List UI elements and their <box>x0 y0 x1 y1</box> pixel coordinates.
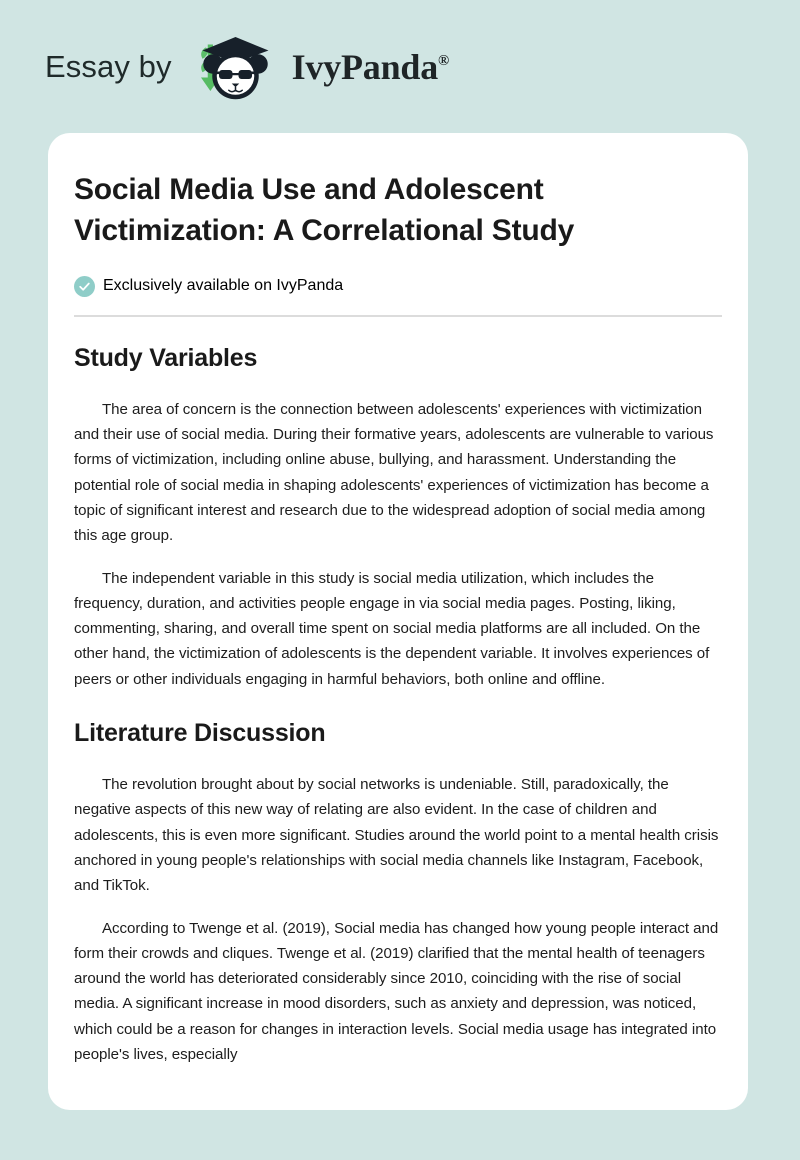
brand-name-text: IvyPanda <box>291 46 439 87</box>
essay-card <box>48 133 748 1110</box>
paragraph: According to Twenge et al. (2019), Social media has changed how young people interact and form their crowds and cliques. Twenge et al. (2019) clarified that the mental health of teenagers around the world has deteriorated considerably since 2010, coinciding with the rise of social media. A significant increase in mood disorders, such as anxiety and depression, was noticed, which could be a reason for changes in interaction levels. Social media usage has integrated into people's lives, especially <box>74 919 719 1064</box>
panda-graduate-logo-icon <box>188 31 280 103</box>
paragraph: The area of concern is the connection between adolescents' experiences with victimization and their use of social media. During their formative years, adolescents are vulnerable to various forms of victimization, including online abuse, bullying, and harassment. Understanding the potential role of social media in shaping adolescents' experiences of victimization has become a topic of significant interest and research due to the widespread adoption of social media among this age group. <box>74 400 714 545</box>
title-divider <box>74 315 722 317</box>
status-badge-label: Exclusively available on IvyPanda <box>103 277 344 295</box>
ivypanda-wordmark <box>291 46 450 87</box>
page-title: Social Media Use and Adolescent Victimization: A Correlational Study <box>74 173 575 248</box>
essay-by-label: Essay by <box>45 49 172 84</box>
site-header <box>0 0 800 133</box>
paragraph: The independent variable in this study is social media utilization, which includes the frequency, duration, and activities people engage in via social media pages. Posting, liking, commenting, sharing, and overall time spent on social media platforms are all included. On the other hand, the victimization of adolescents is the dependent variable. It involves experiences of peers or other individuals engaging in harmful behaviors, both online and offline. <box>74 569 710 688</box>
registered-trademark-mark: ® <box>438 52 450 69</box>
paragraph: The revolution brought about by social networks is undeniable. Still, paradoxically, the negative aspects of this new way of relating are also evident. In the case of children and adolescents, this is even more significant. Studies around the world point to a mental health crisis anchored in young people's relationships with social media channels like Instagram, Facebook, and TikTok. <box>74 776 719 895</box>
brand-lockup[interactable] <box>45 31 449 103</box>
status-badge <box>74 276 722 297</box>
essay-content <box>74 169 722 1067</box>
check-circle-icon <box>74 276 95 297</box>
section-heading-literature-discussion: Literature Discussion <box>74 719 326 748</box>
section-heading-study-variables: Study Variables <box>74 343 258 372</box>
